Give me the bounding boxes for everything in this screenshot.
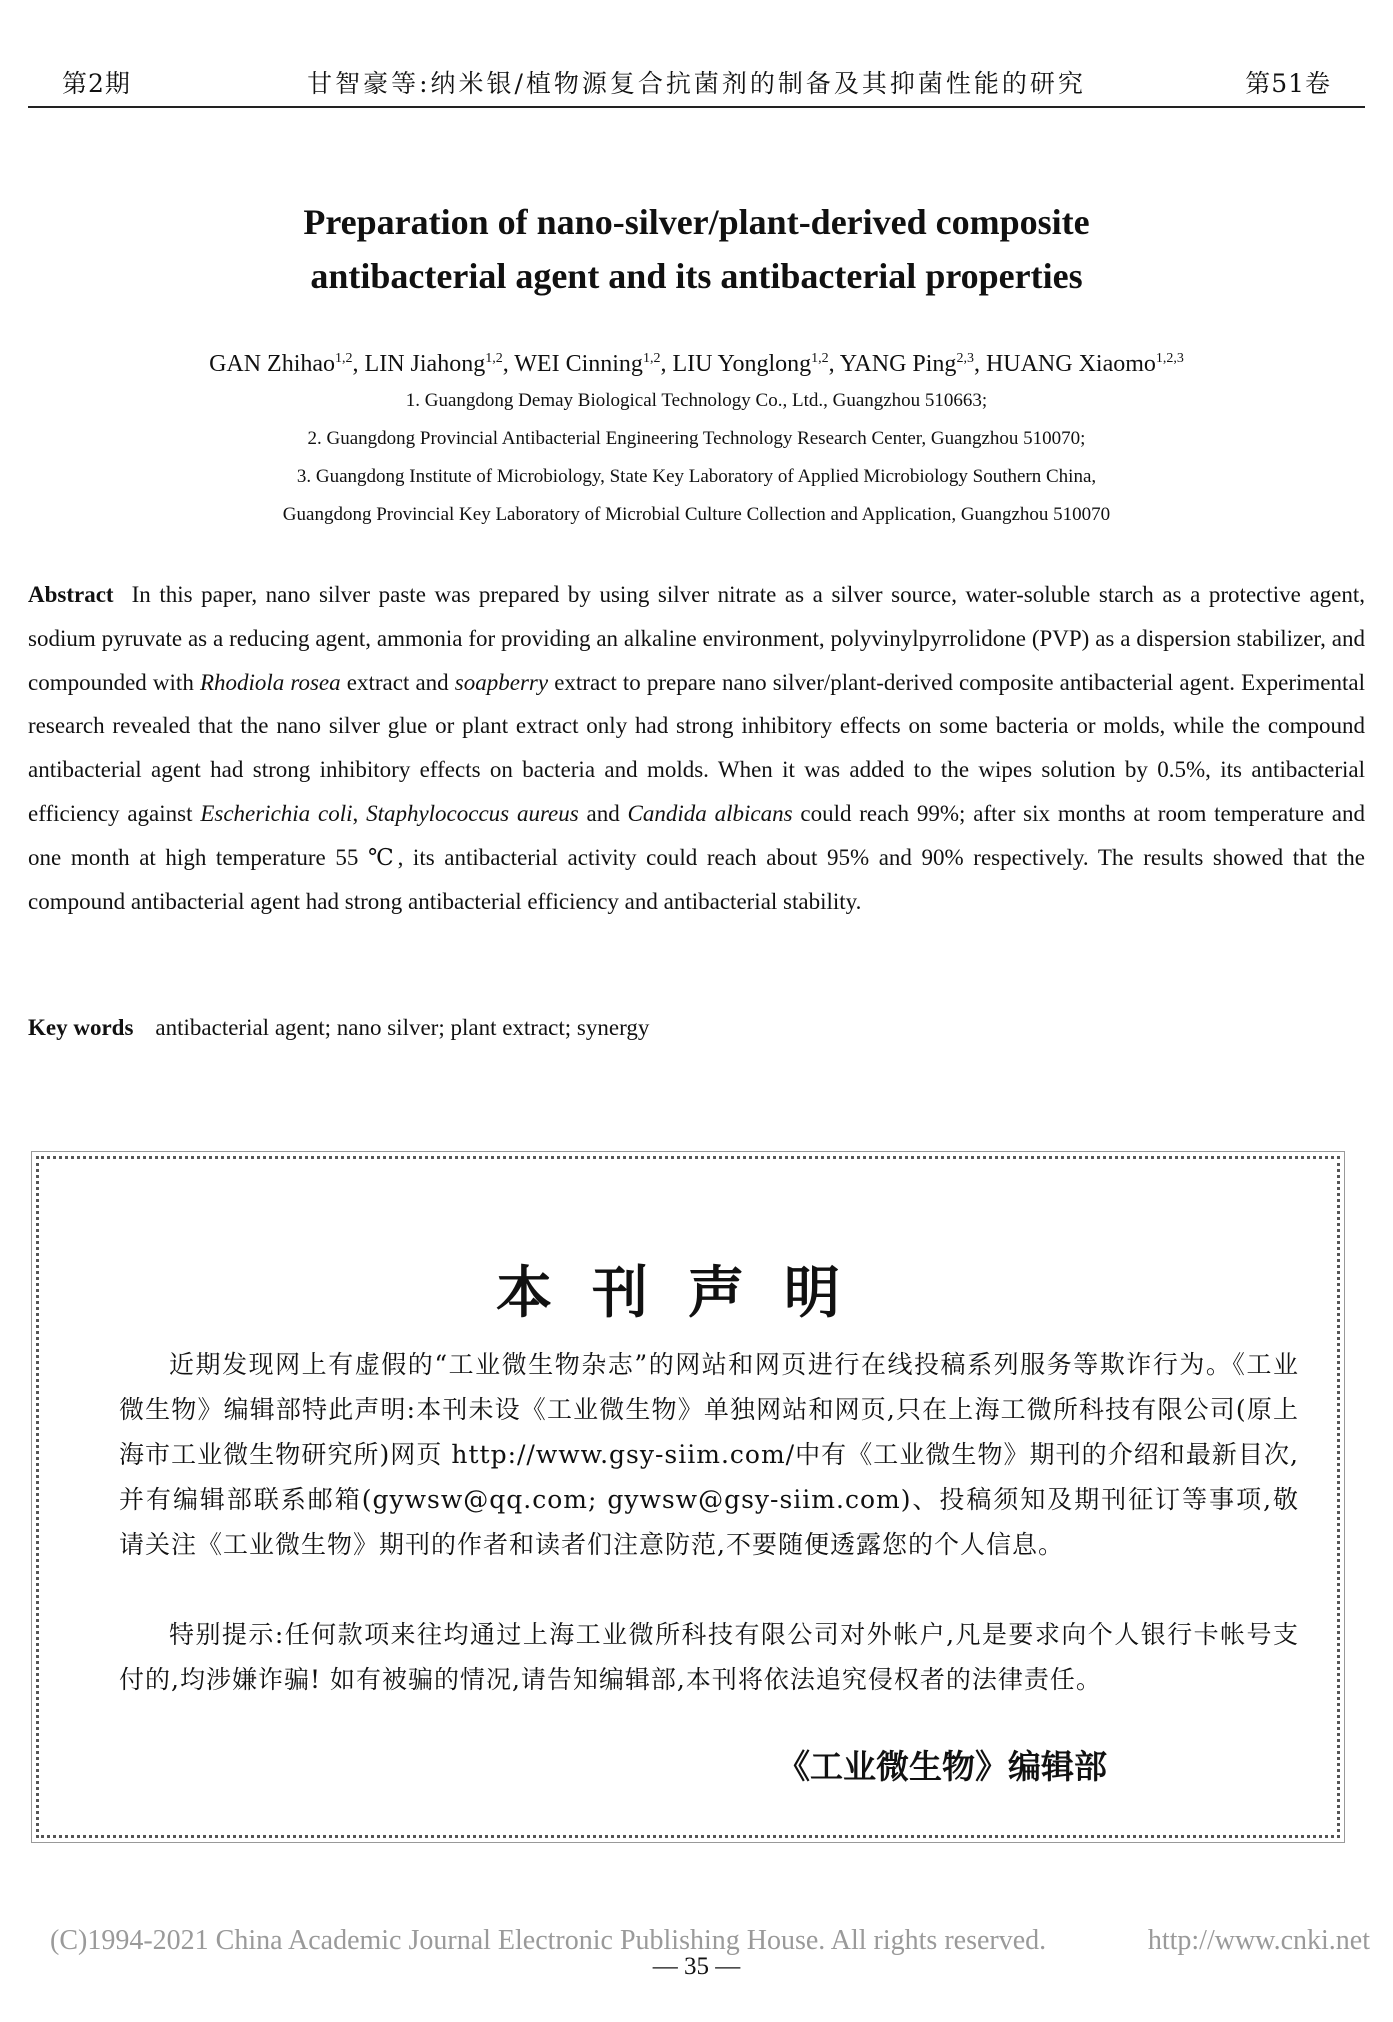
journal-notice-box	[36, 1156, 1340, 1838]
running-header	[28, 58, 1365, 108]
notice-title: 本刊声明	[496, 1261, 880, 1326]
affiliation-3: 3. Guangdong Institute of Microbiology, State Key Laboratory of Applied Microbiology Southern China,	[296, 466, 1097, 487]
notice-paragraph-1: 近期发现网上有虚假的“工业微生物杂志”的网站和网页进行在线投稿系列服务等欺诈行为。《工业微生物》编辑部特此声明:本刊未设《工业微生物》单独网站和网页,只在上海工微所科技有限公司(原上海市工业微生物研究所)网页 http://www.gsy-siim.com/中有《工业微生物》期刊的介绍和最新目次,并有编辑部联系邮箱(gywsw@qq.com; gywsw@gsy-siim.com)、投稿须知及期刊征订等事项,敬请关注《工业微生物》期刊的作者和读者们注意防范,不要随便透露您的个人信息。	[119, 1350, 1299, 1559]
issue-number: 第2期	[62, 69, 131, 98]
affiliation-3-continued: Guangdong Provincial Key Laboratory of Microbial Culture Collection and Application, Guangzhou 510070	[282, 504, 1111, 525]
author: YANG Ping$^{2,3}$	[839, 351, 974, 377]
author: LIN Jiahong$^{1,2}$	[364, 351, 503, 377]
keywords	[28, 1010, 1365, 1046]
abstract: Abstract In this paper, nano silver paste was prepared by using silver nitrate as a silver source, water-soluble starch as a protective agent, sodium pyruvate as a reducing agent, ammonia for providing an alkaline environment, polyvinylpyrrolidone (PVP) as a dispersion stabilizer, and compounded with Rhodiola rosea extract and soapberry extract to prepare nano silver/plant-derived composite antibacterial agent. Experimental research revealed that the nano silver glue or plant extract only had strong inhibitory effects on some bacteria or molds, while the compound antibacterial agent had strong inhibitory effects on bacteria and molds. When it was added to the wipes solution by 0.5%, its antibacterial efficiency against Escherichia coli, Staphylococcus aureus and Candida albicans could reach 99%; after six months at room temperature and one month at high temperature 55 ℃, its antibacterial activity could reach about 95% and 90% respectively. The results showed that the compound antibacterial agent had strong antibacterial efficiency and antibacterial stability.	[28, 582, 1366, 914]
author: HUANG Xiaomo$^{1,2,3}$	[985, 351, 1184, 377]
author: GAN Zhihao$^{1,2}$	[209, 351, 353, 377]
keywords-label: Key words	[28, 1015, 134, 1040]
author: WEI Cinning$^{1,2}$	[514, 351, 661, 377]
cnki-url: http://www.cnki.net	[1147, 1925, 1370, 1956]
article-title	[100, 195, 1293, 303]
notice-signature: 《工业微生物》编辑部	[777, 1747, 1107, 1786]
running-title: 甘智豪等:纳米银/植物源复合抗菌剂的制备及其抑菌性能的研究	[307, 69, 1086, 98]
copyright-text: (C)1994-2021 China Academic Journal Electronic Publishing House. All rights reserved.	[50, 1925, 1047, 1956]
page-number: — 35 —	[652, 1953, 741, 1980]
author: LIU Yonglong$^{1,2}$	[672, 351, 829, 377]
author-list: GAN Zhihao$^{1,2}$, LIN Jiahong$^{1,2}$, WEI Cinning$^{1,2}$, LIU Yonglong$^{1,2}$, YANG Ping$^{2,3}$, HUANG Xiaomo$^{1,2,3}$	[209, 351, 1184, 377]
article-title-line-1: Preparation of nano-silver/plant-derived composite	[303, 202, 1090, 242]
keywords-text: antibacterial agent; nano silver; plant extract; synergy	[155, 1015, 650, 1040]
affiliation-1: 1. Guangdong Demay Biological Technology Co., Ltd., Guangzhou 510663;	[405, 390, 988, 411]
affiliation-2: 2. Guangdong Provincial Antibacterial Engineering Technology Research Center, Guangzhou 510070;	[307, 428, 1086, 449]
article-title-line-2: antibacterial agent and its antibacterial properties	[310, 256, 1083, 296]
notice-paragraph-2: 特别提示:任何款项来往均通过上海工业微所科技有限公司对外帐户,凡是要求向个人银行卡帐号支付的,均涉嫌诈骗! 如有被骗的情况,请告知编辑部,本刊将依法追究侵权者的法律责任。	[119, 1620, 1299, 1694]
volume-number: 第51卷	[1245, 69, 1331, 98]
abstract-label: Abstract	[28, 582, 114, 607]
